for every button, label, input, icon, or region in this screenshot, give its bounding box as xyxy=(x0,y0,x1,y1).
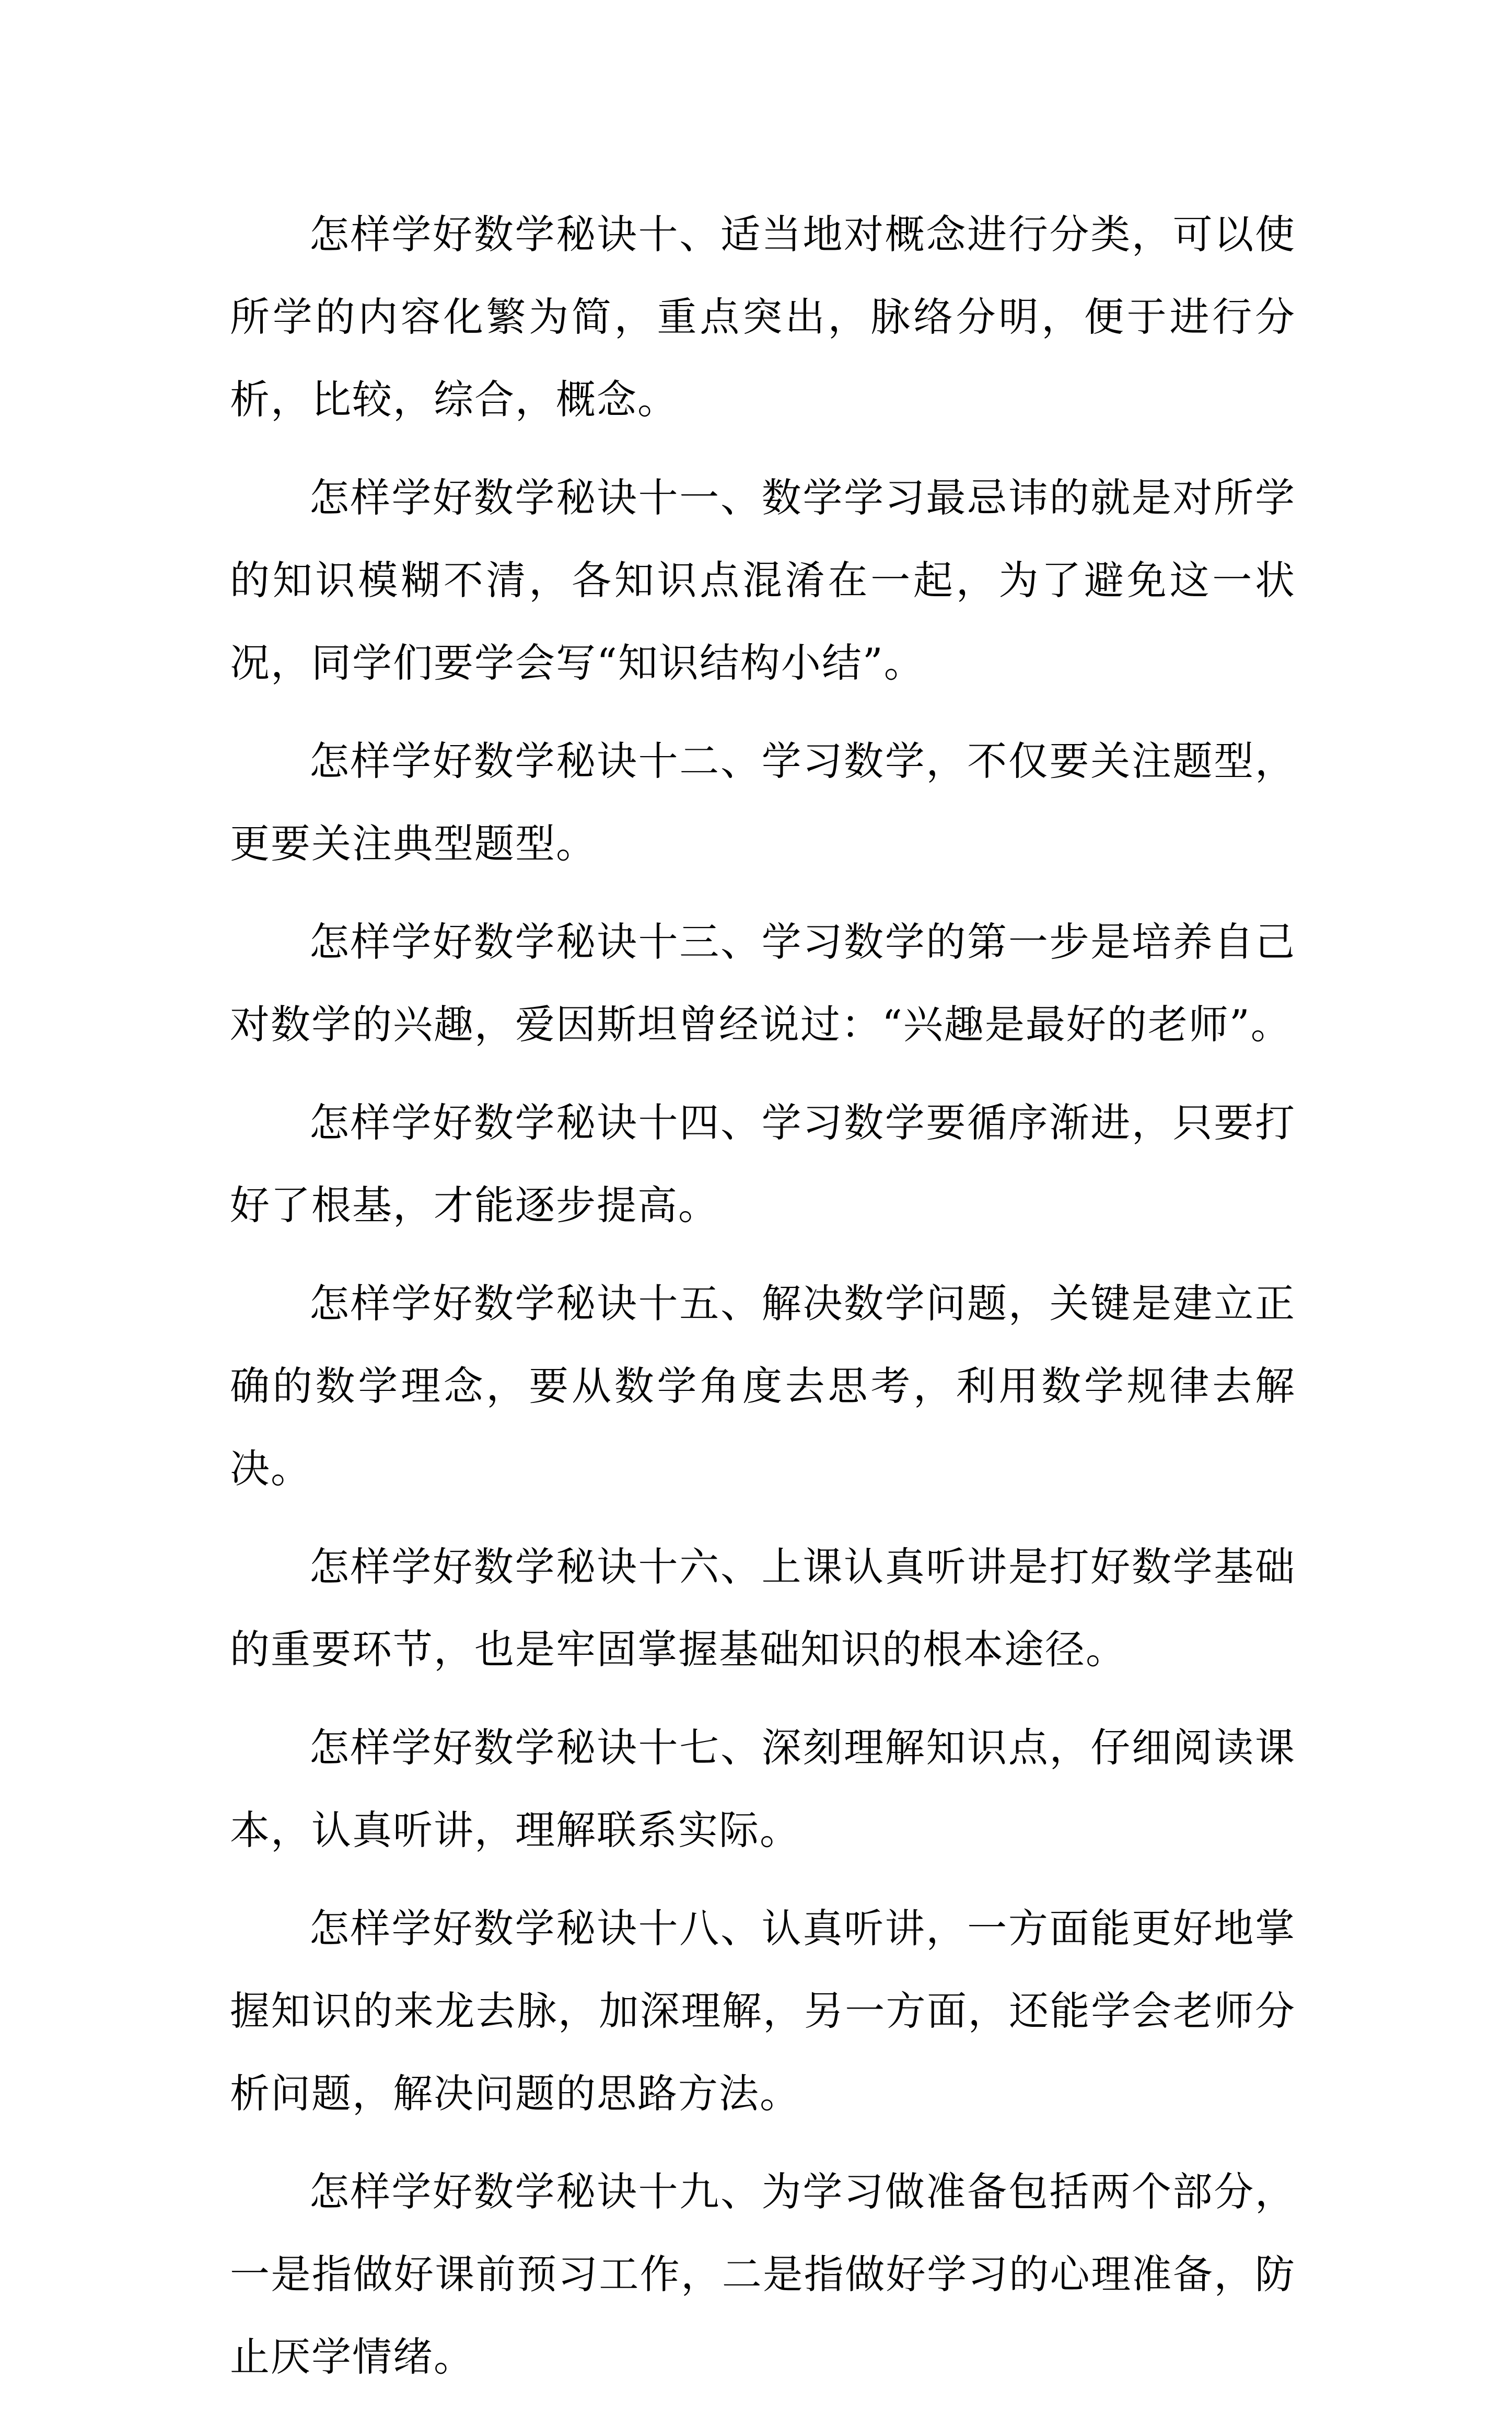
paragraph-tip-16: 怎样学好数学秘诀十六、上课认真听讲是打好数学基础的重要环节，也是牢固掌握基础知识的根本途径。 xyxy=(230,1543,1296,1673)
document-body xyxy=(230,193,1296,2414)
paragraph-tip-18: 怎样学好数学秘诀十八、认真听讲，一方面能更好地掌握知识的来龙去脉，加深理解，另一方面，还能学会老师分析问题，解决问题的思路方法。 xyxy=(230,1905,1296,2117)
paragraph-tip-12: 怎样学好数学秘诀十二、学习数学，不仅要关注题型，更要关注典型题型。 xyxy=(230,738,1296,867)
paragraph-tip-15: 怎样学好数学秘诀十五、解决数学问题，关键是建立正确的数学理念，要从数学角度去思考，利用数学规律去解决。 xyxy=(230,1280,1296,1492)
paragraph-tip-19: 怎样学好数学秘诀十九、为学习做准备包括两个部分，一是指做好课前预习工作，二是指做好学习的心理准备，防止厌学情绪。 xyxy=(230,2168,1296,2380)
paragraph-tip-10: 怎样学好数学秘诀十、适当地对概念进行分类，可以使所学的内容化繁为简，重点突出，脉络分明，便于进行分析，比较，综合，概念。 xyxy=(230,211,1296,423)
paragraph-tip-11: 怎样学好数学秘诀十一、数学学习最忌讳的就是对所学的知识模糊不清，各知识点混淆在一起，为了避免这一状况，同学们要学会写“知识结构小结”。 xyxy=(230,474,1296,686)
paragraph-tip-14: 怎样学好数学秘诀十四、学习数学要循序渐进，只要打好了根基，才能逐步提高。 xyxy=(230,1099,1296,1228)
paragraph-tip-13: 怎样学好数学秘诀十三、学习数学的第一步是培养自己对数学的兴趣，爱因斯坦曾经说过：“兴趣是最好的老师”。 xyxy=(230,919,1296,1048)
paragraph-tip-17: 怎样学好数学秘诀十七、深刻理解知识点，仔细阅读课本，认真听讲，理解联系实际。 xyxy=(230,1724,1296,1853)
